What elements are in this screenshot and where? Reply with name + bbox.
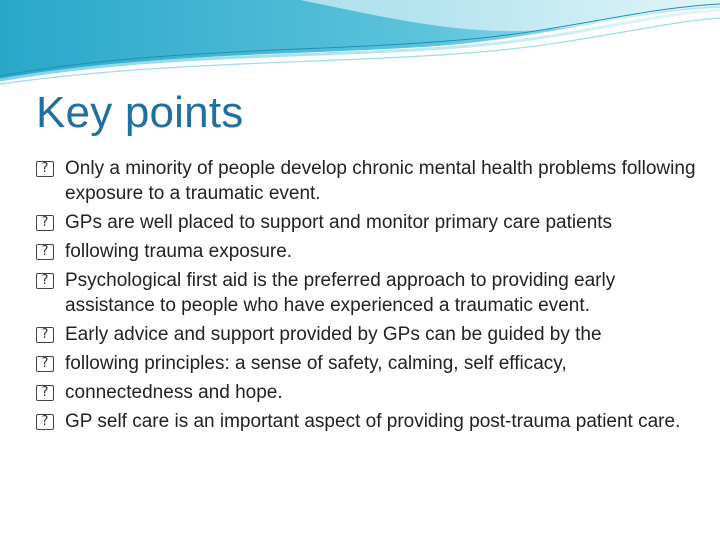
bullet-text: connectedness and hope.	[65, 382, 283, 403]
bullet-text: Psychological first aid is the preferred approach to providing early assistance to people who have experienced a traumatic event.	[65, 270, 616, 316]
missing-glyph-icon: ?	[36, 356, 54, 372]
missing-glyph-icon: ?	[36, 244, 54, 260]
list-item	[36, 239, 696, 264]
missing-glyph-icon: ?	[36, 273, 54, 289]
list-item	[36, 380, 696, 405]
list-item	[36, 268, 696, 318]
bullet-text: GP self care is an important aspect of providing post-trauma patient care.	[65, 411, 681, 432]
list-item	[36, 322, 696, 347]
missing-glyph-icon: ?	[36, 385, 54, 401]
bullet-text: Only a minority of people develop chronic mental health problems following exposure to a traumatic event.	[65, 158, 696, 204]
slide-title: Key points	[36, 88, 244, 137]
bullet-text: following trauma exposure.	[65, 241, 293, 262]
missing-glyph-icon: ?	[36, 414, 54, 430]
missing-glyph-icon: ?	[36, 215, 54, 231]
list-item	[36, 156, 696, 206]
list-item	[36, 409, 696, 434]
bullet-text: GPs are well placed to support and monitor primary care patients	[65, 212, 613, 233]
missing-glyph-icon: ?	[36, 327, 54, 343]
header-wave-decoration	[0, 0, 720, 90]
bullet-list	[36, 156, 696, 438]
bullet-text: following principles: a sense of safety, calming, self efficacy,	[65, 353, 567, 374]
missing-glyph-icon: ?	[36, 161, 54, 177]
list-item	[36, 351, 696, 376]
bullet-text: Early advice and support provided by GPs can be guided by the	[65, 324, 602, 345]
list-item	[36, 210, 696, 235]
